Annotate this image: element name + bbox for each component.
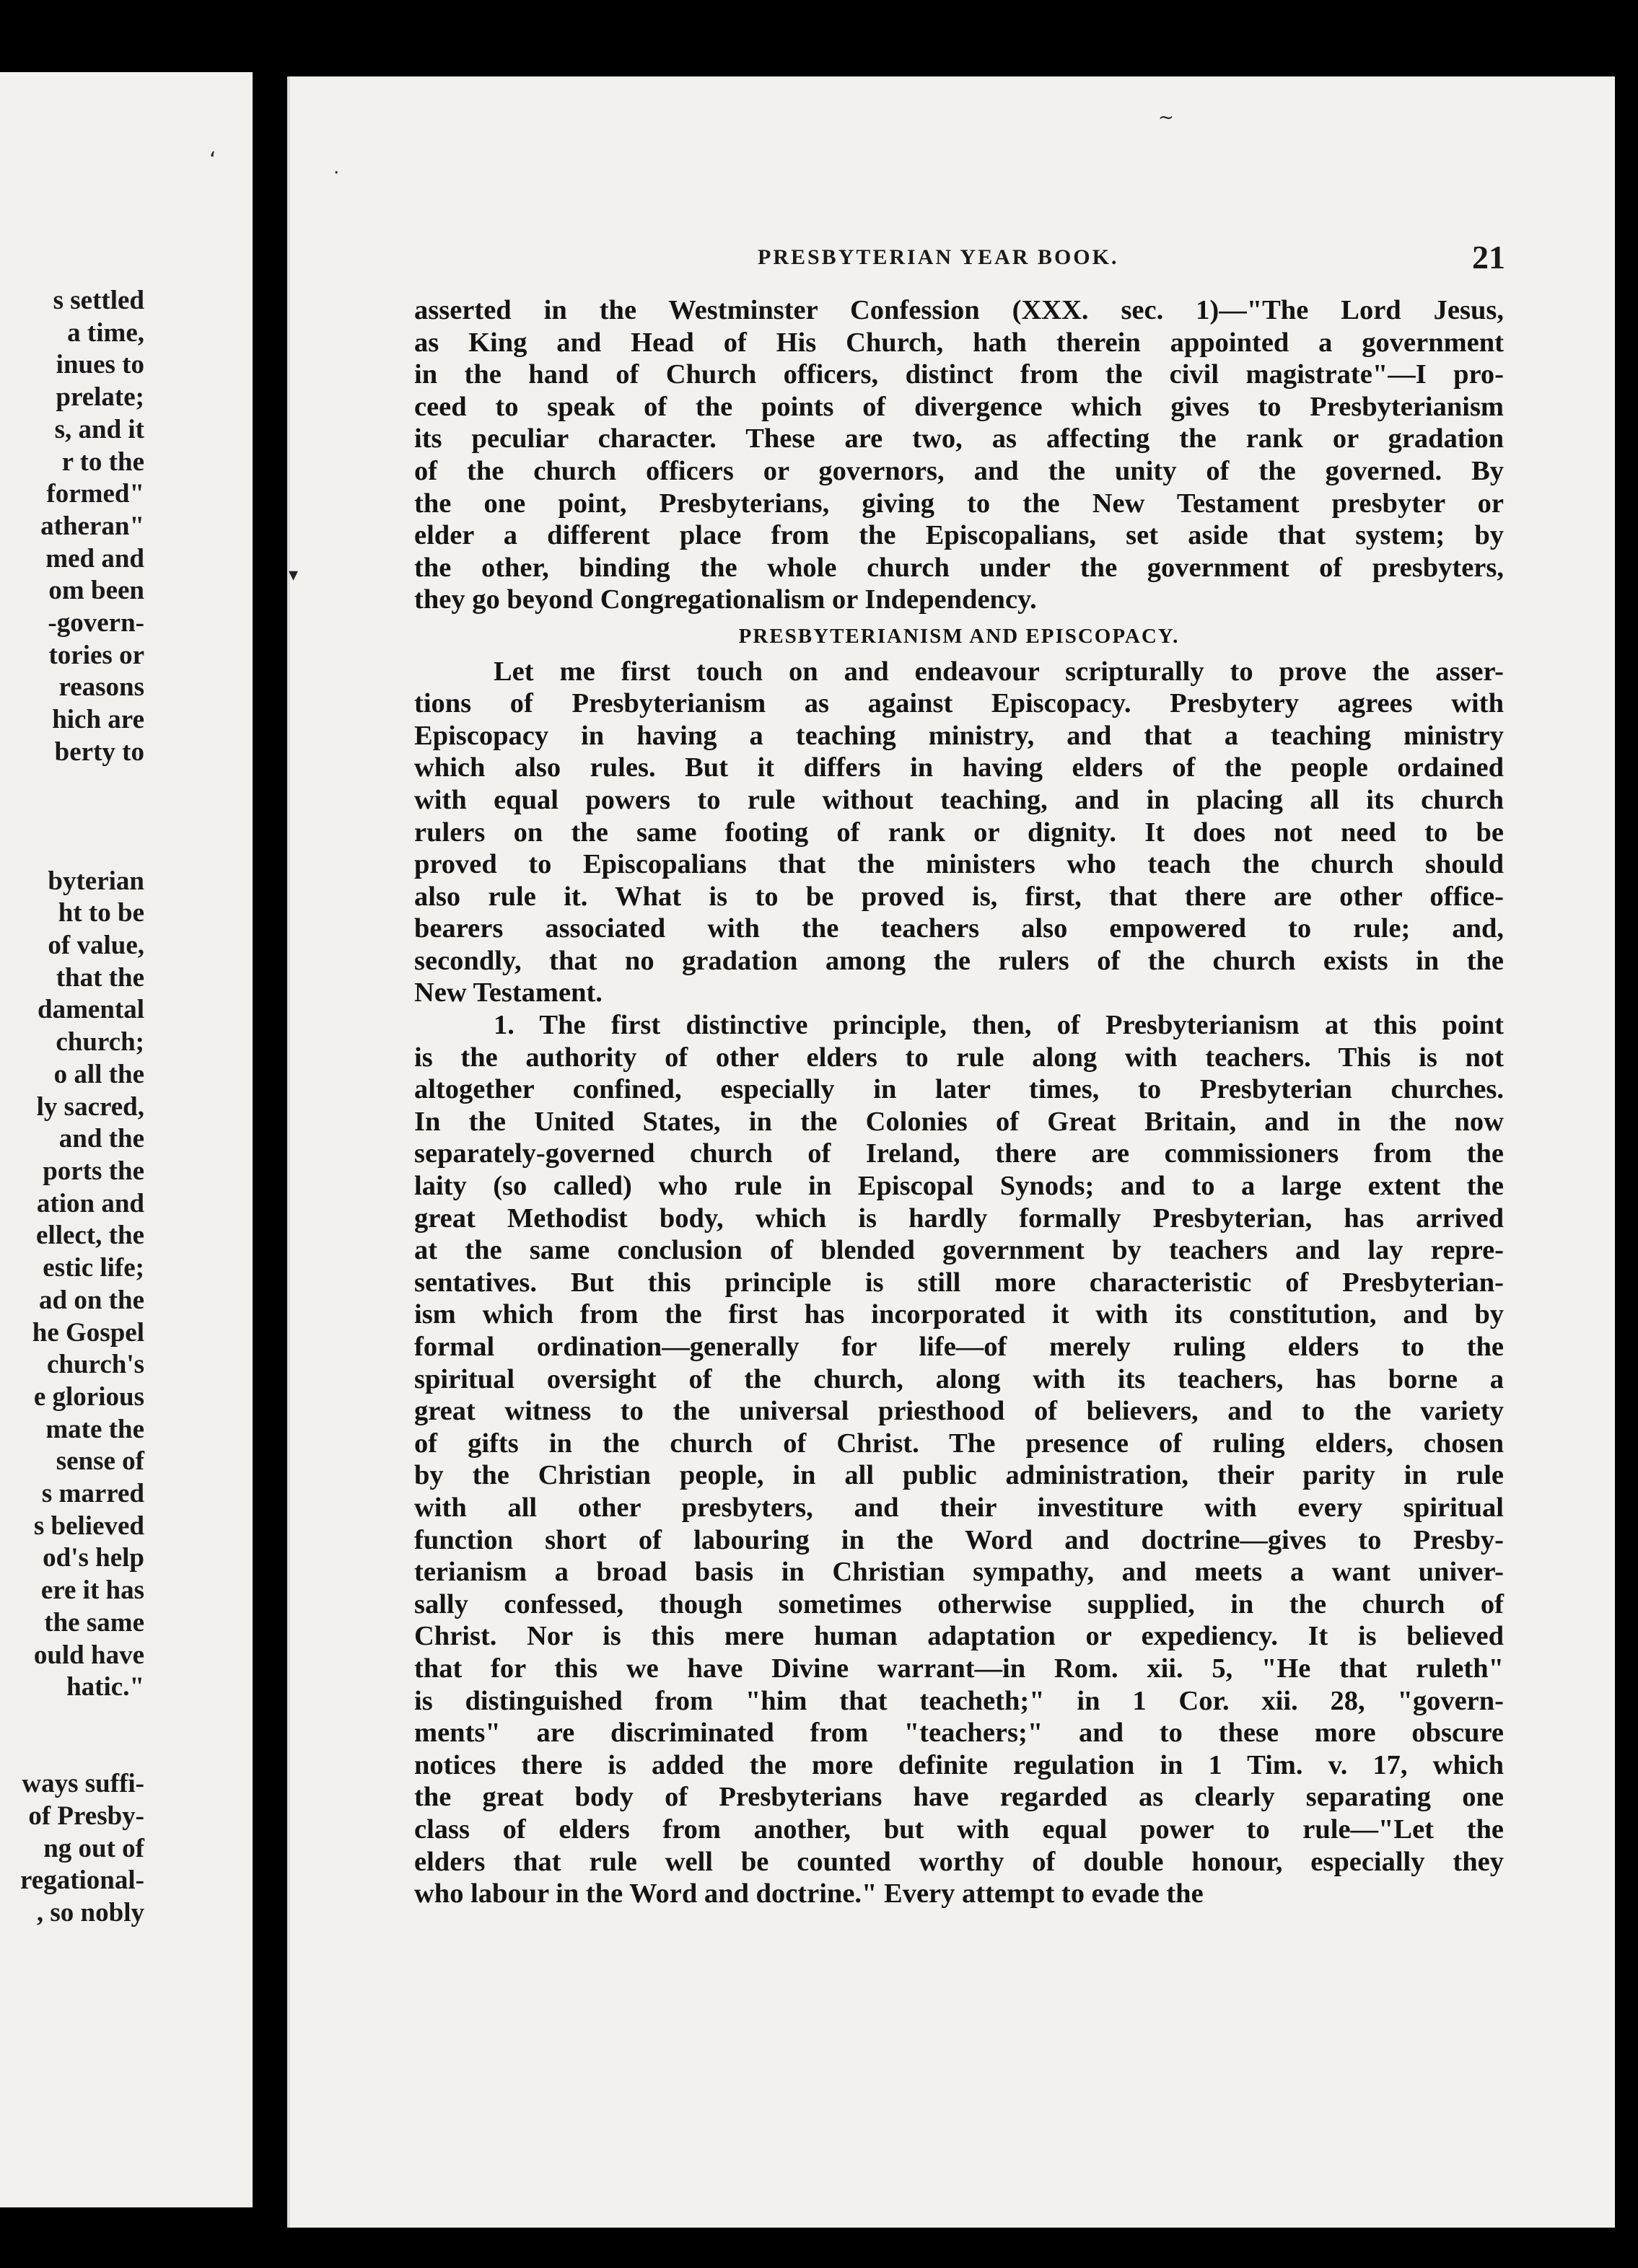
previous-page-line: byterian — [48, 866, 144, 896]
text-line: spiritual oversight of the church, along with its teachers, has borne a — [414, 1363, 1504, 1394]
text-line: which also rules. But it differs in having elders of the people ordained — [414, 752, 1504, 783]
text-line: Episcopacy in having a teaching ministry, and that a teaching ministry — [414, 720, 1504, 751]
previous-page-line: prelate; — [56, 382, 144, 413]
previous-page-line: the same — [44, 1607, 144, 1638]
text-line: ments" are discriminated from "teachers;" and to these more obscure — [414, 1718, 1504, 1749]
previous-page-line: inues to — [56, 350, 144, 380]
text-line: by the Christian people, in all public administration, their parity in rule — [414, 1460, 1504, 1491]
previous-page-line: damental — [38, 995, 144, 1025]
previous-page-line: e glorious — [33, 1381, 144, 1412]
text-line: is distinguished from "him that teacheth;" in 1 Cor. xii. 28, "govern- — [414, 1685, 1504, 1716]
text-line: as King and Head of His Church, hath therein appointed a government — [414, 327, 1504, 358]
previous-page-line: ould have — [33, 1640, 144, 1670]
text-line: elders that rule well be counted worthy of double honour, especially they — [414, 1846, 1504, 1877]
previous-page-line: a time, — [67, 317, 144, 348]
previous-page-line: med and — [45, 543, 144, 573]
previous-page-line: hich are — [52, 705, 144, 735]
page-body — [414, 294, 1504, 1910]
previous-page-line: s believed — [33, 1511, 144, 1541]
text-line: notices there is added the more definite regulation in 1 Tim. v. 17, which — [414, 1749, 1504, 1780]
text-line: secondly, that no gradation among the rulers of the church exists in the — [414, 945, 1504, 976]
previous-page-line: church's — [46, 1350, 144, 1380]
text-line: laity (so called) who rule in Episcopal Synods; and to a large extent the — [414, 1171, 1504, 1202]
previous-page-line: r to the — [61, 447, 144, 477]
previous-page-line: ation and — [36, 1188, 144, 1218]
text-line: altogether confined, especially in later times, to Presbyterian churches. — [414, 1074, 1504, 1105]
previous-page-line: s settled — [53, 286, 144, 315]
text-line: is the authority of other elders to rule along with teachers. This is not — [414, 1042, 1504, 1073]
text-line: sentatives. But this principle is still more characteristic of Presbyterian- — [414, 1267, 1504, 1298]
margin-mark: ▾ — [289, 564, 299, 586]
text-line: sally confessed, though sometimes otherwise supplied, in the church of — [414, 1588, 1504, 1619]
previous-page-line: o all the — [53, 1059, 144, 1089]
text-line: bearers associated with the teachers also empowered to rule; and, — [414, 913, 1504, 944]
text-line: the great body of Presbyterians have regarded as clearly separating one — [414, 1782, 1504, 1813]
previous-page-line: ellect, the — [36, 1221, 144, 1251]
text-line: New Testament. — [414, 977, 603, 1008]
text-line: 1. The first distinctive principle, then, of Presbyterianism at this point — [494, 1010, 1504, 1041]
previous-page-line: that the — [56, 962, 144, 993]
text-line: function short of labouring in the Word and doctrine—gives to Presby- — [414, 1524, 1504, 1555]
text-line: ism which from the first has incorporated it with its constitution, and by — [414, 1299, 1504, 1330]
paragraph-1 — [414, 294, 1504, 616]
previous-page-line: church; — [56, 1027, 144, 1058]
previous-page-line: ng out of — [43, 1833, 144, 1863]
previous-page-line: estic life; — [43, 1253, 144, 1283]
text-line: of the church officers or governors, and the unity of the governed. By — [414, 455, 1504, 486]
previous-page-line: ports the — [43, 1156, 144, 1186]
previous-page-line — [0, 1704, 144, 1736]
text-line: of gifts in the church of Christ. The presence of ruling elders, chosen — [414, 1428, 1504, 1459]
previous-page-line: of Presby- — [28, 1801, 144, 1832]
text-line: great Methodist body, which is hardly formally Presbyterian, has arrived — [414, 1203, 1504, 1234]
previous-page-line: ere it has — [40, 1575, 144, 1606]
text-line: Let me first touch on and endeavour scripturally to prove the asser- — [494, 656, 1504, 687]
text-line: terianism a broad basis in Christian sympathy, and meets a want univer- — [414, 1557, 1504, 1588]
text-line: In the United States, in the Colonies of Great Britain, and in the now — [414, 1106, 1504, 1137]
text-line: the other, binding the whole church under the government of presbyters, — [414, 552, 1504, 583]
margin-mark: · — [333, 162, 340, 184]
paragraph-2 — [414, 656, 1504, 1010]
text-line: the one point, Presbyterians, giving to the New Testament presbyter or — [414, 488, 1504, 519]
previous-page-line: od's help — [43, 1543, 144, 1573]
text-line: asserted in the Westminster Confession (XXX. sec. 1)—"The Lord Jesus, — [414, 295, 1504, 325]
previous-page-line — [0, 801, 144, 833]
text-line: who labour in the Word and doctrine." Every attempt to evade the — [414, 1878, 1204, 1909]
page-number: 21 — [1472, 239, 1505, 276]
previous-page-line: berty to — [54, 737, 144, 767]
previous-page-line: tories or — [48, 640, 144, 670]
text-line: with equal powers to rule without teaching, and in placing all its church — [414, 784, 1504, 815]
previous-page-line: atheran" — [40, 511, 144, 541]
previous-page-text — [0, 285, 144, 1930]
text-line: tions of Presbyterianism as against Episcopacy. Presbytery agrees with — [414, 688, 1504, 719]
previous-page-line: ad on the — [39, 1285, 144, 1315]
text-line: Christ. Nor is this mere human adaptation or expediency. It is believed — [414, 1621, 1504, 1652]
text-line: separately-governed church of Ireland, there are commissioners from the — [414, 1138, 1504, 1169]
text-line: rulers on the same footing of rank or dignity. It does not need to be — [414, 817, 1504, 848]
text-line: formal ordination—generally for life—of merely ruling elders to the — [414, 1332, 1504, 1362]
previous-page-line: and the — [58, 1124, 144, 1154]
text-line: elder a different place from the Episcopalians, set aside that system; by — [414, 520, 1504, 551]
text-line: proved to Episcopalians that the ministers who teach the church should — [414, 849, 1504, 880]
previous-page-line: sense of — [56, 1446, 144, 1477]
previous-page-line: om been — [48, 576, 144, 606]
text-line: at the same conclusion of blended government by teachers and lay repre- — [414, 1235, 1504, 1266]
text-line: also rule it. What is to be proved is, first, that there are other office- — [414, 881, 1504, 912]
previous-page-line: of value, — [48, 931, 144, 961]
section-heading: PRESBYTERIANISM AND EPISCOPACY. — [738, 624, 1180, 648]
text-line: that for this we have Divine warrant—in Rom. xii. 5, "He that ruleth" — [414, 1653, 1504, 1684]
previous-page-line — [0, 833, 144, 866]
text-line: class of elders from another, but with equal power to rule—"Let the — [414, 1814, 1504, 1845]
previous-page-line: ht to be — [58, 898, 144, 928]
previous-page-line: formed" — [46, 479, 144, 509]
previous-page-line: ways suffi- — [22, 1769, 144, 1799]
paragraph-3 — [414, 1009, 1504, 1910]
previous-page-line: , so nobly — [36, 1898, 144, 1928]
running-header: PRESBYTERIAN YEAR BOOK. — [758, 245, 1119, 269]
text-line: in the hand of Church officers, distinct from the civil magistrate"—I pro- — [414, 359, 1504, 390]
previous-page-line: regational- — [20, 1865, 144, 1896]
previous-page-line: he Gospel — [32, 1317, 144, 1348]
previous-page-line: s marred — [41, 1479, 144, 1509]
previous-page-line: reasons — [58, 672, 144, 703]
previous-page-line: mate the — [45, 1414, 144, 1444]
text-line: with all other presbyters, and their investiture with every spiritual — [414, 1492, 1504, 1523]
text-line: great witness to the universal priesthood of believers, and to the variety — [414, 1396, 1504, 1427]
margin-mark: ʻ — [209, 148, 216, 173]
text-line: ceed to speak of the points of divergence which gives to Presbyterianism — [414, 391, 1504, 422]
previous-page-line: s, and it — [54, 414, 144, 444]
previous-page-line: ly sacred, — [36, 1091, 144, 1122]
text-line: its peculiar character. These are two, as affecting the rank or gradation — [414, 423, 1504, 454]
text-line: they go beyond Congregationalism or Independency. — [414, 584, 1037, 615]
margin-mark: ~ — [1158, 107, 1174, 128]
previous-page-line: hatic." — [66, 1672, 144, 1702]
previous-page-line — [0, 769, 144, 801]
previous-page-line — [0, 1736, 144, 1769]
previous-page-line: -govern- — [48, 608, 144, 638]
